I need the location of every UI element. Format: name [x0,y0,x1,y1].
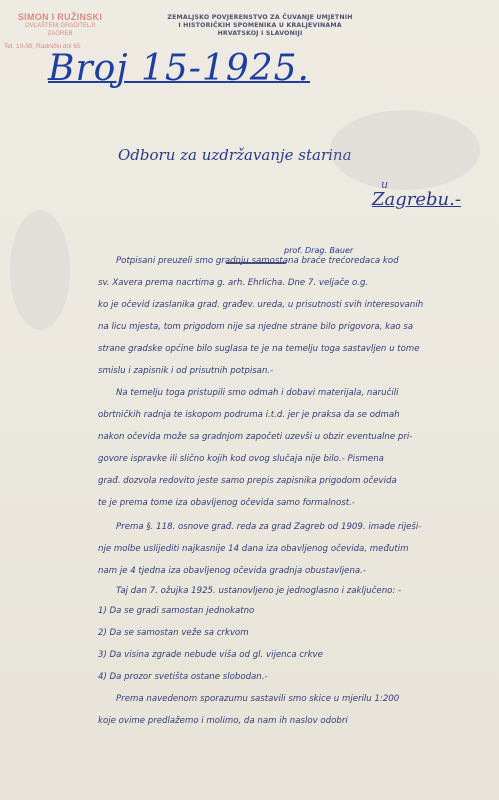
document-number: Broj 15-1925. [48,48,310,89]
text-line: obrtničkih radnja te iskopom podruma i.t.d. jer je praksa da se odmah [98,410,400,420]
text-line: govore ispravke ili slično kojih kod ovog slučaja nije bilo.- Pismena [98,454,384,464]
text-line: koje ovime predlažemo i molimo, da nam ih naslov odobri [98,716,348,726]
text-line: na licu mjesta, tom prigodom nije sa njedne strane bilo prigovora, kao sa [98,322,414,332]
text-line: strane gradske općine bilo suglasa te je na temelju toga sastavljen u tome [98,344,420,354]
text-line: te je prema tome iza obavljenog očevida samo formalnost.- [98,498,355,508]
list-item: 1) Da se gradi samostan jednokatno [98,606,255,616]
addressee-preposition: u [381,178,389,191]
letterhead-name: SIMON I RUŽINSKI [17,12,103,22]
text-line: Prema navedenom sporazumu sastavili smo skice u mjerilu 1:200 [116,694,400,704]
text-line: nje molbe uslijediti najkasnije 14 dana iza obavljenog očevida, međutim [98,544,409,554]
addressee-city: Zagrebu.- [372,189,461,210]
list-item: 3) Da visina zgrade nebude viša od gl. vijenca crkve [98,650,323,660]
stamp-line: ZEMALJSKO POVJERENSTVO ZA ČUVANJE UMJETNIH [167,14,353,21]
list-item: 2) Da se samostan veže sa crkvom [98,628,249,638]
addressee: Odboru za uzdržavanje starina [118,146,352,164]
text-line: ko je očevid izaslanika grad. građev. ureda, u prisutnosti svih interesovanih [98,300,424,310]
text-line: Potpisani preuzeli smo gradnju samostana braće trećoredaca kod [116,256,399,266]
text-line: građ. dozvola redovito jeste samo prepis zapisnika prigodom očevida [98,476,397,486]
text-line: Na temelju toga pristupili smo odmah i dobavi materijala, naručili [116,388,399,398]
letterhead-city: ZAGREB [47,31,73,37]
stamp-line: HRVATSKOJ I SLAVONIJI [217,30,303,37]
stamp-line: I HISTORIČKIH SPOMENIKA U KRALJEVINAMA [178,22,342,29]
text-line: Prema §. 118. osnove građ. reda za grad Zagreb od 1909. imade riješi- [116,522,422,532]
list-item: 4) Da prozor svetišta ostane slobodan.- [98,672,268,682]
letterhead-phone: Tel. 10-59, Radnički dol 65 [4,43,81,50]
text-line: sv. Xavera prema nacrtima g. arh. Ehrlicha. Dne 7. veljače o.g. [98,278,369,288]
letterhead-subtitle: OVLAŠTENI GRADITELJI [24,23,96,29]
text-line: smislu i zapisnik i od prisutnih potpisan.- [98,366,274,376]
text-line: nam je 4 tjedna iza obavljenog očevida gradnja obustavljena.- [98,566,366,576]
text-line: nakon očevida može sa gradnjom započeti uzevši u obzir eventualne pri- [98,432,413,442]
interlinear-note: prof. Drag. Bauer [284,246,354,255]
text-line: Taj dan 7. ožujka 1925. ustanovljeno je jednoglasno i zaključeno: - [116,586,402,596]
